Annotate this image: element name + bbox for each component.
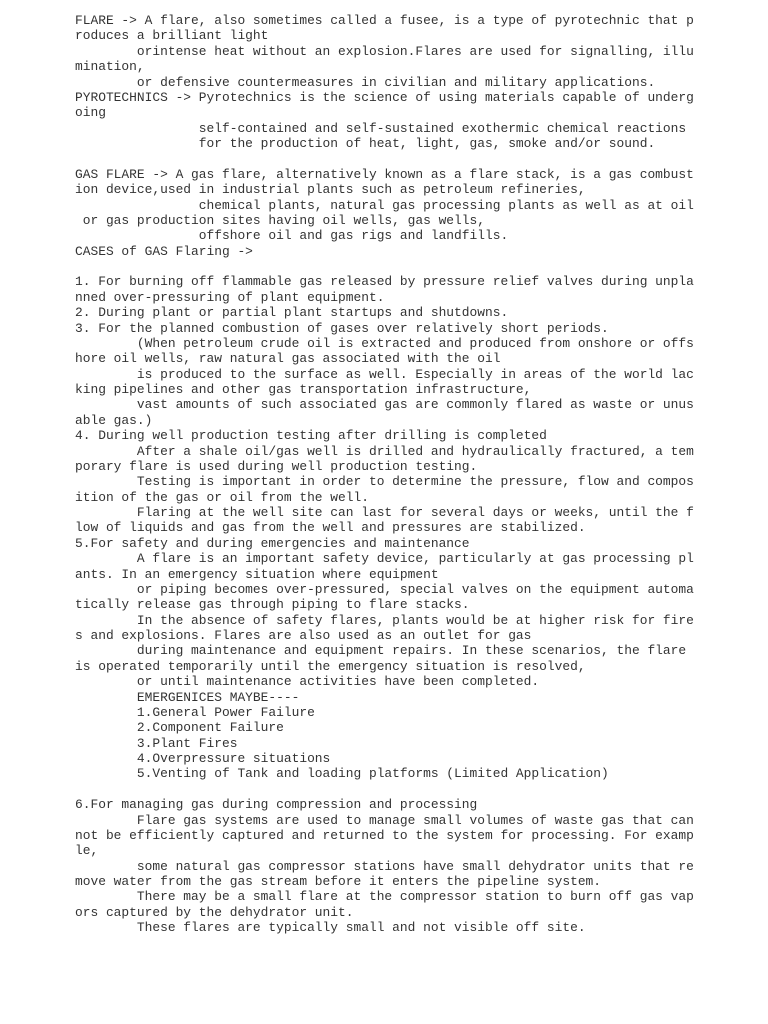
text-line: GAS FLARE -> A gas flare, alternatively known as a flare stack, is a gas combust [75, 166, 694, 182]
text-line: or until maintenance activities have been completed. [75, 674, 540, 690]
text-line: able gas.) [75, 412, 153, 428]
text-line: Flare gas systems are used to manage small volumes of waste gas that can [75, 812, 694, 828]
text-line: (When petroleum crude oil is extracted and produced from onshore or offs [75, 335, 694, 351]
document-body [75, 13, 755, 936]
text-line: porary flare is used during well production testing. [75, 458, 478, 474]
text-line: or piping becomes over-pressured, special valves on the equipment automa [75, 581, 694, 597]
text-line: These flares are typically small and not visible off site. [75, 920, 586, 936]
text-line: ors captured by the dehydrator unit. [75, 904, 354, 920]
text-line: PYROTECHNICS -> Pyrotechnics is the science of using materials capable of underg [75, 89, 694, 105]
text-line: 1.General Power Failure [75, 704, 315, 720]
text-line: 1. For burning off flammable gas released by pressure relief valves during unpla [75, 274, 694, 290]
text-line: for the production of heat, light, gas, smoke and/or sound. [75, 136, 656, 151]
text-line: vast amounts of such associated gas are commonly flared as waste or unus [75, 397, 694, 413]
text-line: move water from the gas stream before it enters the pipeline system. [75, 874, 602, 889]
text-line: 4.Overpressure situations [75, 751, 331, 766]
text-line: chemical plants, natural gas processing plants as well as at oil [75, 197, 694, 213]
text-line: is operated temporarily until the emergency situation is resolved, [75, 658, 586, 674]
text-line: ants. In an emergency situation where equipment [75, 566, 439, 582]
text-line: is produced to the surface as well. Especially in areas of the world lac [75, 366, 694, 382]
text-line: mination, [75, 59, 145, 75]
text-line: tically release gas through piping to flare stacks. [75, 597, 470, 613]
text-line: or gas production sites having oil wells, gas wells, [75, 212, 485, 228]
text-line: nned over-pressuring of plant equipment. [75, 289, 385, 305]
text-line: some natural gas compressor stations have small dehydrator units that re [75, 858, 694, 874]
text-line [75, 259, 755, 274]
text-line: CASES of GAS Flaring -> [75, 243, 253, 259]
text-line: ion device,used in industrial plants such as petroleum refineries, [75, 182, 586, 198]
text-line: or defensive countermeasures in civilian and military applications. [75, 74, 656, 90]
text-line: s and explosions. Flares are also used as an outlet for gas [75, 628, 532, 643]
text-line: FLARE -> A flare, also sometimes called a fusee, is a type of pyrotechnic that p [75, 13, 694, 28]
text-line: Flaring at the well site can last for several days or weeks, until the f [75, 505, 694, 520]
text-line: In the absence of safety flares, plants would be at higher risk for fire [75, 612, 694, 628]
text-line [75, 782, 755, 797]
text-line: 4. During well production testing after drilling is completed [75, 428, 547, 444]
text-line: There may be a small flare at the compressor station to burn off gas vap [75, 889, 694, 905]
text-line: hore oil wells, raw natural gas associated with the oil [75, 351, 501, 367]
text-line: Testing is important in order to determine the pressure, flow and compos [75, 474, 694, 490]
text-line: low of liquids and gas from the well and pressures are stabilized. [75, 520, 586, 536]
text-line: self-contained and self-sustained exothermic chemical reactions [75, 120, 687, 136]
text-line: king pipelines and other gas transportation infrastructure, [75, 382, 532, 397]
text-line: roduces a brilliant light [75, 28, 269, 44]
text-line: oing [75, 105, 106, 121]
text-line: during maintenance and equipment repairs. In these scenarios, the flare [75, 643, 687, 659]
text-line [75, 151, 755, 166]
text-line: ition of the gas or oil from the well. [75, 489, 369, 505]
text-line: 5.Venting of Tank and loading platforms (Limited Application) [75, 766, 609, 782]
text-line: After a shale oil/gas well is drilled and hydraulically fractured, a tem [75, 443, 694, 459]
text-line: orintense heat without an explosion.Flares are used for signalling, illu [75, 43, 694, 59]
text-line: 3.Plant Fires [75, 735, 238, 751]
text-line: le, [75, 843, 99, 859]
text-line: A flare is an important safety device, particularly at gas processing pl [75, 551, 694, 567]
text-line: EMERGENICES MAYBE---- [75, 689, 300, 705]
text-line: offshore oil and gas rigs and landfills. [75, 228, 509, 244]
text-line: 2. During plant or partial plant startups and shutdowns. [75, 305, 509, 321]
text-line: 2.Component Failure [75, 720, 284, 736]
text-line: 5.For safety and during emergencies and maintenance [75, 535, 470, 551]
text-line: 3. For the planned combustion of gases over relatively short periods. [75, 320, 609, 336]
text-line: 6.For managing gas during compression and processing [75, 797, 478, 813]
text-line: not be efficiently captured and returned to the system for processing. For examp [75, 827, 694, 843]
